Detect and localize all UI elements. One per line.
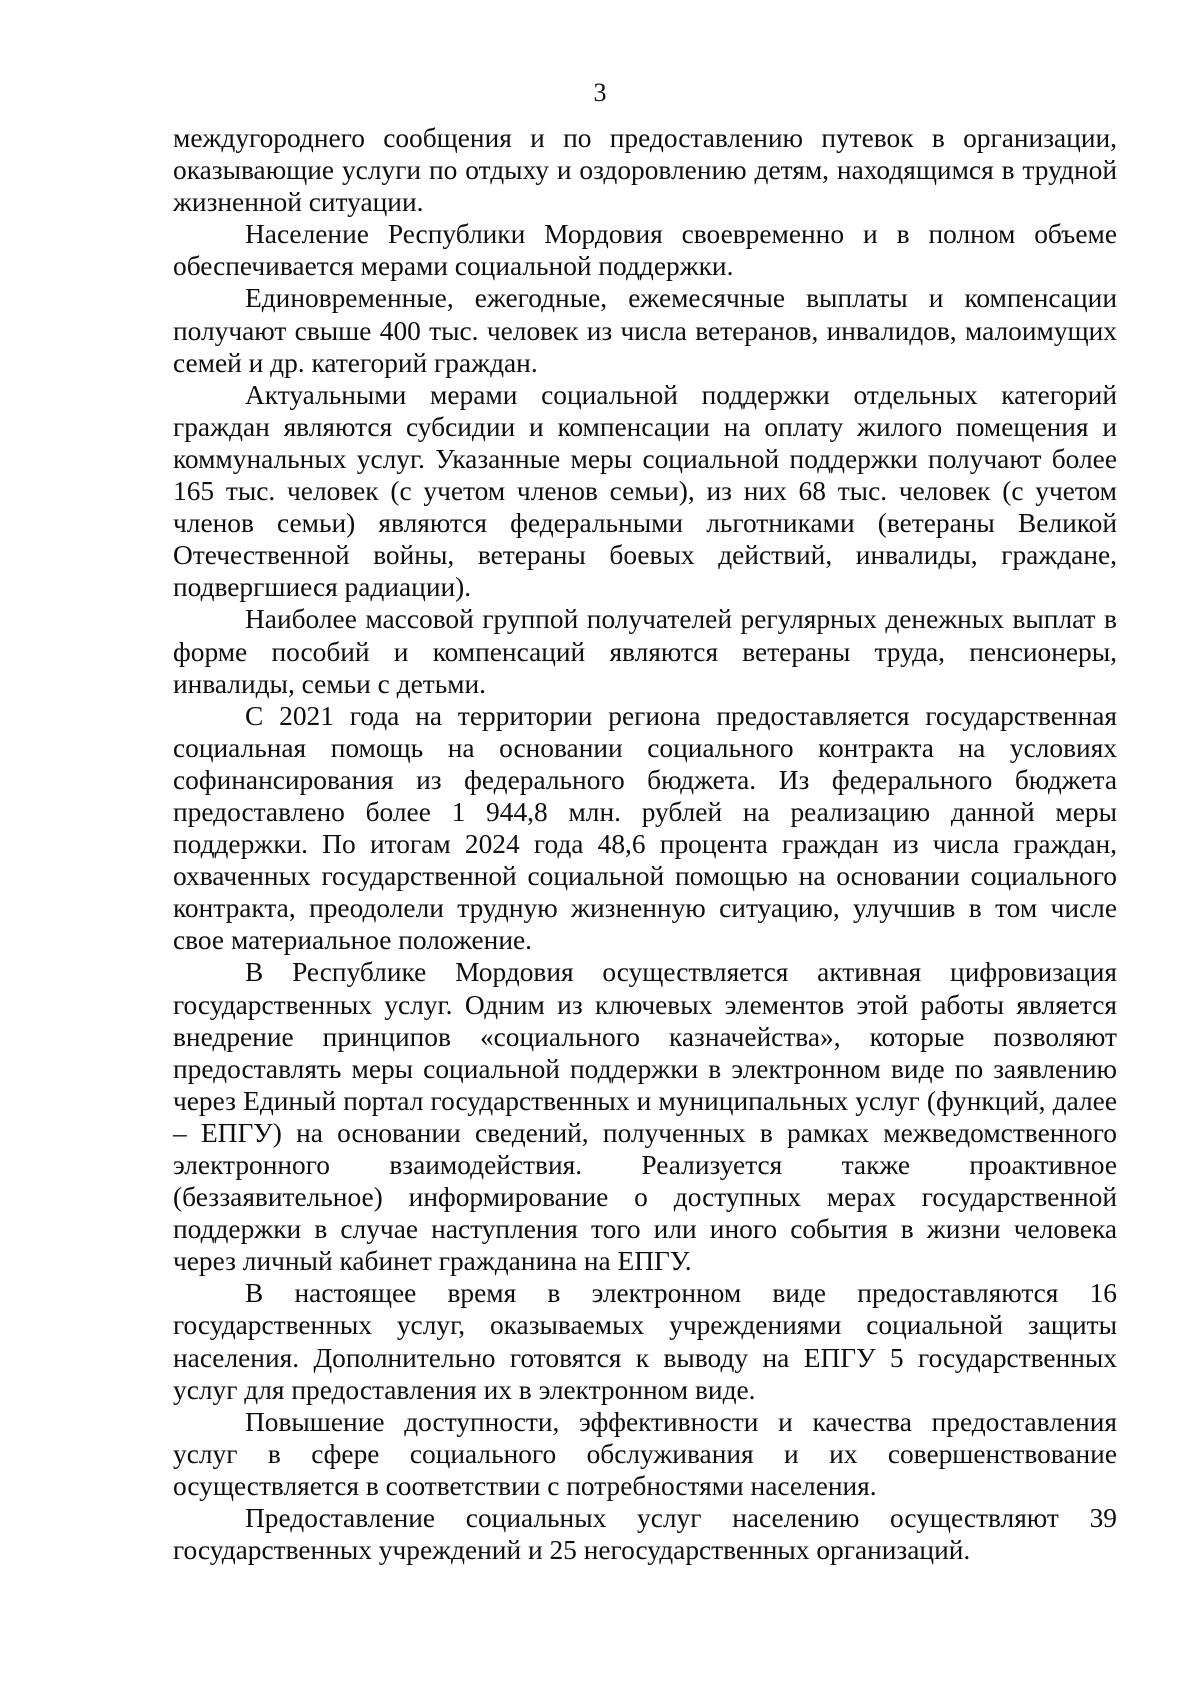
paragraph-electronic-services: В настоящее время в электронном виде предоставляются 16 государственных услуг, оказываемых учреждениями социальной защиты населения. Дополнительно готовятся к выводу на ЕПГУ 5 государственных услуг для предоставления их в электронном виде. — [173, 1278, 1117, 1405]
page-number: 3 — [593, 78, 607, 107]
paragraph-digitalization: В Республике Мордовия осуществляется активная цифровизация государственных услуг. Одним из ключевых элементов этой работы является внедрение принципов «социального казначейства», которые позволяют предоставлять меры социальной поддержки в электронном виде по заявлению через Единый портал государственных и муниципальных услуг (функций, далее – ЕПГУ) на основании сведений, полученных в рамках межведомственного электронного взаимодействия. Реализуется также проактивное (беззаявительное) информирование о доступных мерах государственной поддержки в случае наступления того или иного события в жизни человека через личный кабинет гражданина на ЕПГУ. — [173, 957, 1117, 1277]
paragraph-service-providers: Предоставление социальных услуг населению осуществляют 39 государственных учреждений и 25 негосударственных организаций. — [173, 1503, 1117, 1566]
paragraph-recipient-groups: Наиболее массовой группой получателей регулярных денежных выплат в форме пособий и компенсаций являются ветераны труда, пенсионеры, инвалиды, семьи с детьми. — [173, 604, 1117, 699]
document-body — [173, 122, 1117, 1566]
paragraph-social-contract: С 2021 года на территории региона предоставляется государственная социальная помощь на основании социального контракта на условиях софинансирования из федерального бюджета. Из федерального бюджета предоставлено более 1 944,8 млн. рублей на реализацию данной меры поддержки. По итогам 2024 года 48,6 процента граждан из числа граждан, охваченных государственной социальной помощью на основании социального контракта, преодолели трудную жизненную ситуацию, улучшив в том числе свое материальное положение. — [173, 700, 1117, 956]
paragraph-continuation: междугороднего сообщения и по предоставлению путевок в организации, оказывающие услуги по отдыху и оздоровлению детям, находящимся в трудной жизненной ситуации. — [173, 123, 1117, 218]
paragraph-population-support: Население Республики Мордовия своевременно и в полном объеме обеспечивается мерами социальной поддержки. — [173, 219, 1117, 282]
paragraph-housing-subsidies: Актуальными мерами социальной поддержки отдельных категорий граждан являются субсидии и компенсации на оплату жилого помещения и коммунальных услуг. Указанные меры социальной поддержки получают более 165 тыс. человек (с учетом членов семьи), из них 68 тыс. человек (с учетом членов семьи) являются федеральными льготниками (ветераны Великой Отечественной войны, ветераны боевых действий, инвалиды, граждане, подвергшиеся радиации). — [173, 379, 1117, 603]
paragraph-service-quality: Повышение доступности, эффективности и качества предоставления услуг в сфере социального обслуживания и их совершенствование осуществляется в соответствии с потребностями населения. — [173, 1406, 1117, 1501]
paragraph-payments: Единовременные, ежегодные, ежемесячные выплаты и компенсации получают свыше 400 тыс. человек из числа ветеранов, инвалидов, малоимущих семей и др. категорий граждан. — [173, 283, 1117, 378]
